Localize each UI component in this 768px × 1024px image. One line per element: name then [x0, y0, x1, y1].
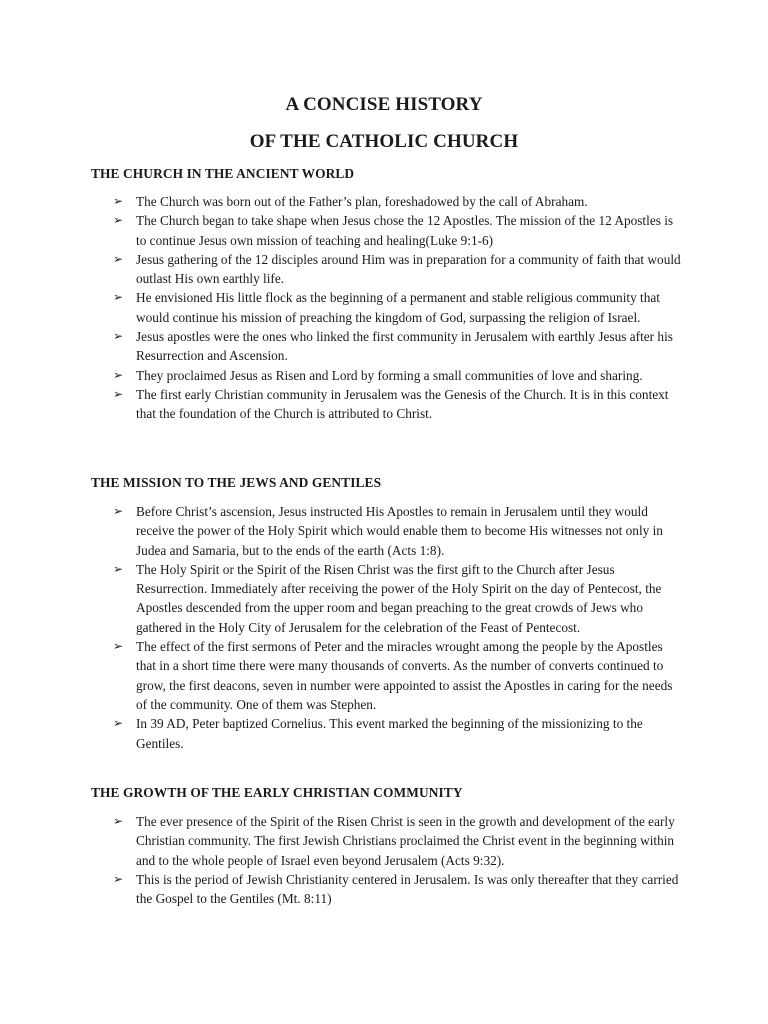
list-item	[113, 327, 685, 366]
list-item	[113, 192, 685, 211]
arrow-bullet-icon: ➢	[113, 194, 124, 208]
bullet-list-ancient-world	[113, 192, 685, 424]
list-item	[113, 385, 685, 424]
bullet-text: They proclaimed Jesus as Risen and Lord by forming a small communities of love and sharing.	[136, 367, 643, 383]
arrow-bullet-icon: ➢	[113, 251, 124, 266]
list-item	[113, 288, 685, 327]
bullet-text: The first early Christian community in Jerusalem was the Genesis of the Church. It is in this context that the foundation of the Church is attributed to Christ.	[136, 386, 669, 422]
arrow-bullet-icon: ➢	[113, 639, 124, 654]
bullet-text: He envisioned His little flock as the beginning of a permanent and stable religious community that would continue his mission of preaching the kingdom of God, surpassing the religion of Israel.	[136, 290, 660, 325]
bullet-list-growth	[113, 812, 685, 908]
bullet-text: Before Christ’s ascension, Jesus instructed His Apostles to remain in Jerusalem until they would receive the power of the Holy Spirit which would enable them to become His witnesses not only in Judea and Samaria, but to the ends of the earth (Acts 1:8).	[136, 504, 663, 558]
arrow-bullet-icon: ➢	[113, 814, 124, 828]
list-item	[113, 870, 685, 909]
arrow-bullet-icon: ➢	[113, 213, 124, 228]
bullet-text: Jesus apostles were the ones who linked the first community in Jerusalem with earthly Jesus after his Resurrection and Ascension.	[136, 329, 673, 364]
bullet-text: The Church was born out of the Father’s plan, foreshadowed by the call of Abraham.	[136, 194, 588, 209]
bullet-text: The ever presence of the Spirit of the Risen Christ is seen in the growth and development of the early Christian community. The first Jewish Christians proclaimed the Christ event in the beginning within and to the whole people of Israel even beyond Jerusalem (Acts 9:32).	[136, 814, 675, 868]
bullet-list-mission	[113, 502, 685, 753]
bullet-text: The Holy Spirit or the Spirit of the Risen Christ was the first gift to the Church after Jesus Resurrection. Immediately after receiving the power of the Holy Spirit on the day of Pentecost, the Apostles descended from the upper room and began preaching to the great crowds of Jews who gathered in the Holy City of Jerusalem for the celebration of the Feast of Pentecost.	[136, 561, 662, 635]
section-heading-mission: THE MISSION TO THE JEWS AND GENTILES	[91, 475, 382, 490]
list-item	[113, 637, 685, 714]
list-item	[113, 366, 685, 385]
list-item	[113, 211, 685, 250]
arrow-bullet-icon: ➢	[113, 367, 124, 382]
list-item	[113, 502, 685, 560]
arrow-bullet-icon: ➢	[113, 386, 124, 401]
list-item	[113, 714, 685, 753]
document-title-line-2: OF THE CATHOLIC CHURCH	[249, 131, 519, 152]
list-item	[113, 560, 685, 637]
arrow-bullet-icon: ➢	[113, 504, 124, 518]
arrow-bullet-icon: ➢	[113, 716, 124, 731]
document-title-line-1: A CONCISE HISTORY	[285, 94, 483, 115]
arrow-bullet-icon: ➢	[113, 290, 124, 305]
list-item	[113, 812, 685, 870]
section-heading-growth: THE GROWTH OF THE EARLY CHRISTIAN COMMUNITY	[91, 785, 463, 800]
list-item	[113, 250, 685, 289]
bullet-text: This is the period of Jewish Christianity centered in Jerusalem. Is was only thereafter that they carried the Gospel to the Gentiles (Mt. 8:11)	[136, 871, 679, 907]
section-heading-ancient-world: THE CHURCH IN THE ANCIENT WORLD	[91, 166, 355, 181]
arrow-bullet-icon: ➢	[113, 871, 124, 886]
bullet-text: Jesus gathering of the 12 disciples around Him was in preparation for a community of faith that would outlast His own earthly life.	[136, 251, 681, 287]
arrow-bullet-icon: ➢	[113, 561, 124, 576]
bullet-text: The Church began to take shape when Jesus chose the 12 Apostles. The mission of the 12 Apostles is to continue Jesus own mission of teaching and healing(Luke 9:1-6)	[136, 213, 674, 248]
bullet-text: In 39 AD, Peter baptized Cornelius. This event marked the beginning of the missionizing to the Gentiles.	[136, 716, 643, 751]
bullet-text: The effect of the first sermons of Peter and the miracles wrought among the people by the Apostles that in a short time there were many thousands of converts. As the number of converts continued to grow, the first deacons, seven in number were appointed to assist the Apostles in caring for the needs of the community. One of them was Stephen.	[136, 639, 673, 712]
arrow-bullet-icon: ➢	[113, 329, 124, 344]
